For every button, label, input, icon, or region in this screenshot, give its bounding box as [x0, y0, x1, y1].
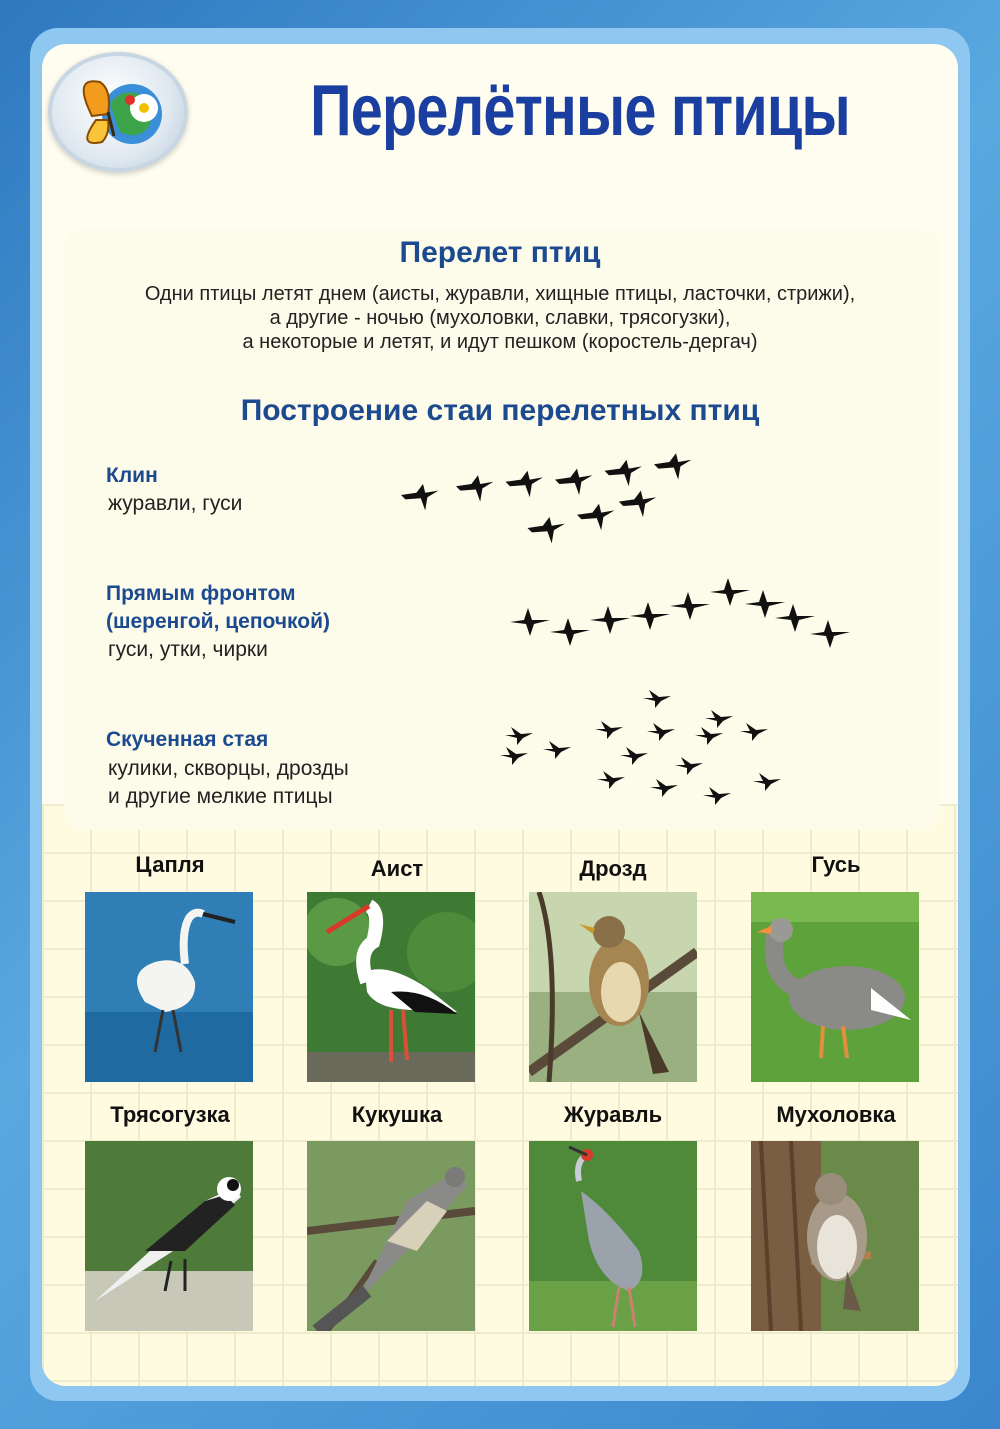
stork-photo — [307, 892, 475, 1082]
formation-cluster-birds-1: кулики, скворцы, дрозды — [108, 757, 349, 780]
formation-wedge-title: Клин — [106, 464, 158, 487]
formation-heading: Построение стаи перелетных птиц — [240, 394, 760, 427]
bird-name-thrush: Дрозд — [579, 856, 647, 881]
butterfly-flower-logo-icon — [48, 52, 188, 172]
v-wedge-flock-icon — [390, 440, 710, 560]
poster-title: Перелётные птицы — [310, 71, 850, 151]
flight-heading: Перелет птиц — [399, 236, 601, 269]
thrush-photo — [529, 892, 697, 1082]
formation-cluster-birds-2: и другие мелкие птицы — [108, 785, 333, 808]
heron-photo — [85, 892, 253, 1082]
bird-name-crane: Журавль — [563, 1102, 663, 1127]
formation-cluster-title: Скученная стая — [106, 728, 269, 751]
formation-front-title-2: (шеренгой, цепочкой) — [106, 610, 330, 633]
crane-photo — [529, 1141, 697, 1331]
flycatcher-photo — [751, 1141, 919, 1331]
goose-photo — [751, 892, 919, 1082]
flight-line-2: а другие - ночью (мухоловки, славки, трясогузки), — [269, 307, 731, 329]
line-front-flock-icon — [505, 570, 855, 650]
bird-name-flycatcher: Мухоловка — [776, 1102, 896, 1127]
bird-name-stork: Аист — [370, 856, 424, 881]
wagtail-photo — [85, 1141, 253, 1331]
formation-wedge-birds: журавли, гуси — [108, 492, 243, 515]
bird-name-heron: Цапля — [135, 852, 205, 877]
formation-front-birds: гуси, утки, чирки — [108, 638, 268, 661]
bird-name-goose: Гусь — [811, 852, 861, 877]
formation-front-title-1: Прямым фронтом — [106, 582, 296, 605]
bird-name-wagtail: Трясогузка — [110, 1102, 230, 1127]
flight-line-1: Одни птицы летят днем (аисты, журавли, хищные птицы, ласточки, стрижи), — [144, 283, 856, 305]
cuckoo-photo — [307, 1141, 475, 1331]
cluster-flock-icon — [495, 685, 795, 810]
flight-line-3: а некоторые и летят, и идут пешком (коростель-дергач) — [242, 331, 758, 353]
bird-name-cuckoo: Кукушка — [351, 1102, 443, 1127]
